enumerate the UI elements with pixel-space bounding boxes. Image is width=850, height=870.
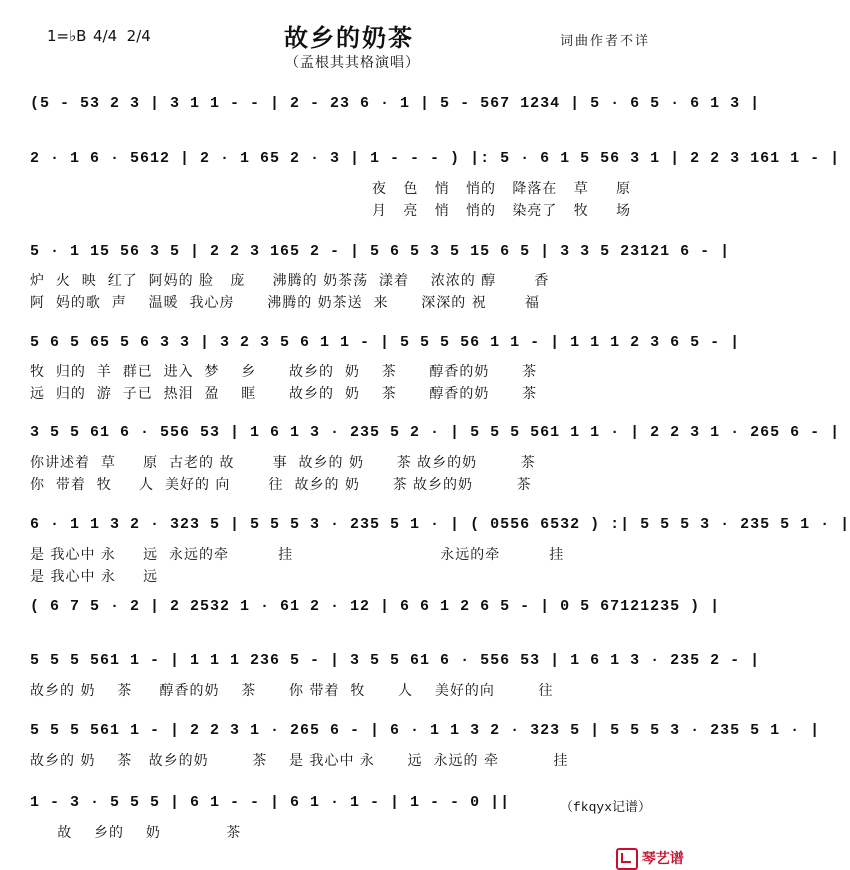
- lyric-line-6-verse-1: 是 我心中 永 远 永远的牵 挂 永远的牵 挂: [30, 547, 565, 563]
- score-line-5: 3 5 5 61 6 · 556 53 | 1 6 1 3 · 235 5 2 · | 5 5 5 561 1 1 · | 2 2 3 1 · 265 6 - |: [30, 424, 841, 441]
- scribe-credit: （fkqyx记谱）: [560, 800, 652, 815]
- key-signature: 1=♭B: [47, 27, 87, 45]
- lyric-line-4-verse-1: 牧 归的 羊 群已 进入 梦 乡 故乡的 奶 茶 醇香的奶 茶: [30, 364, 538, 380]
- lyric-line-9: 故乡的 奶 茶 故乡的奶 茶 是 我心中 永 远 永远的 牵 挂: [30, 753, 569, 769]
- composer-credit: 词曲作者不详: [560, 34, 651, 49]
- logo-icon: [616, 848, 638, 870]
- score-line-10: 1 - 3 · 5 5 5 | 6 1 - - | 6 1 · 1 - | 1 - - 0 ||: [30, 794, 511, 811]
- lyric-line-3-verse-1: 炉 火 映 红了 阿妈的 脸 庞 沸腾的 奶茶荡 漾着 浓浓的 醇 香: [30, 273, 550, 289]
- score-line-9: 5 5 5 561 1 - | 2 2 3 1 · 265 6 - | 6 · 1 1 3 2 · 323 5 | 5 5 5 3 · 235 5 1 · |: [30, 722, 821, 739]
- score-line-7: ( 6 7 5 · 2 | 2 2532 1 · 61 2 · 12 | 6 6 1 2 6 5 - | 0 5 67121235 ) |: [30, 598, 721, 615]
- lyric-line-4-verse-2: 远 归的 游 子已 热泪 盈 眶 故乡的 奶 茶 醇香的奶 茶: [30, 386, 538, 402]
- time-signature: 4/4 2/4: [93, 27, 151, 45]
- score-line-6: 6 · 1 1 3 2 · 323 5 | 5 5 5 3 · 235 5 1 · | ( 0556 6532 ) :| 5 5 5 3 · 235 5 1 · |: [30, 516, 850, 533]
- lyric-line-3-verse-2: 阿 妈的歌 声 温暖 我心房 沸腾的 奶茶送 来 深深的 祝 福: [30, 295, 540, 311]
- score-line-3: 5 · 1 15 56 3 5 | 2 2 3 165 2 - | 5 6 5 3 5 15 6 5 | 3 3 5 23121 6 - |: [30, 243, 731, 260]
- lyric-line-8: 故乡的 奶 茶 醇香的奶 茶 你 带着 牧 人 美好的向 往: [30, 683, 554, 699]
- lyric-line-5-verse-2: 你 带着 牧 人 美好的 向 往 故乡的 奶 茶 故乡的奶 茶: [30, 477, 532, 493]
- lyric-line-10: 故 乡的 奶 茶: [30, 825, 242, 841]
- page-title: 故乡的奶茶: [284, 24, 414, 52]
- lyric-line-2-verse-1: 夜 色 悄 悄的 降落在 草 原: [372, 181, 632, 197]
- lyric-line-5-verse-1: 你讲述着 草 原 古老的 故 事 故乡的 奶 茶 故乡的奶 茶: [30, 455, 536, 471]
- score-line-2: 2 · 1 6 · 5612 | 2 · 1 65 2 · 3 | 1 - - - ) |: 5 · 6 1 5 56 3 1 | 2 2 3 161 1 - |: [30, 150, 841, 167]
- score-line-8: 5 5 5 561 1 - | 1 1 1 236 5 - | 3 5 5 61 6 · 556 53 | 1 6 1 3 · 235 2 - |: [30, 652, 761, 669]
- score-line-4: 5 6 5 65 5 6 3 3 | 3 2 3 5 6 1 1 - | 5 5 5 56 1 1 - | 1 1 1 2 3 6 5 - |: [30, 334, 741, 351]
- score-line-1: (5 - 53 2 3 | 3 1 1 - - | 2 - 23 6 · 1 | 5 - 567 1234 | 5 · 6 5 · 6 1 3 |: [30, 95, 761, 112]
- site-logo: [606, 832, 684, 870]
- performer-subtitle: （孟根其其格演唱）: [285, 55, 420, 71]
- lyric-line-2-verse-2: 月 亮 悄 悄的 染亮了 牧 场: [372, 203, 632, 219]
- logo-text: 琴艺谱: [641, 851, 684, 867]
- lyric-line-6-verse-2: 是 我心中 永 远: [30, 569, 159, 585]
